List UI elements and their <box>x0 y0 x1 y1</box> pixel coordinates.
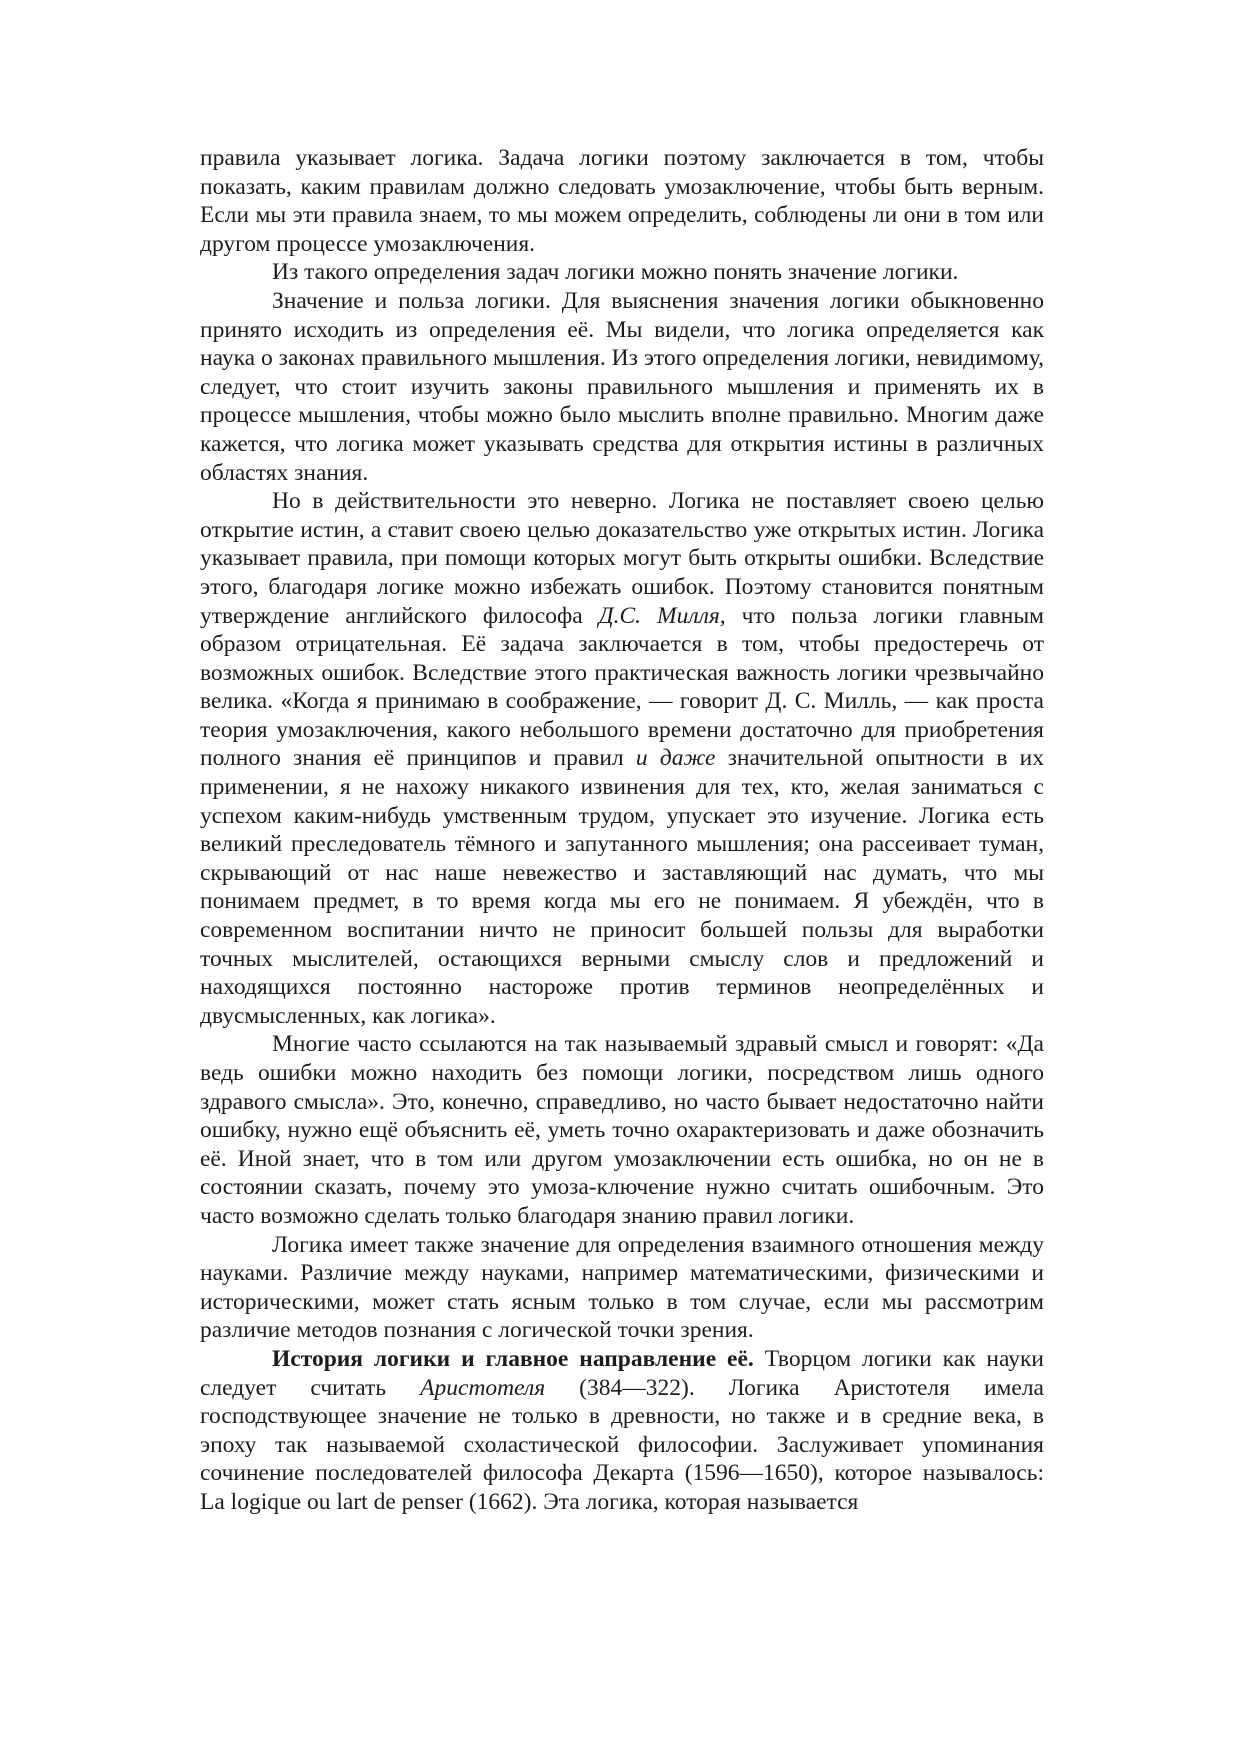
paragraph-6: Логика имеет также значение для определения взаимного отношения между науками. Различие между науками, например математическими, физическими и историческими, может стать ясным только в том случае, если мы рассмотрим различие методов познания с логической точки зрения. <box>200 1231 1044 1344</box>
paragraph-4-text-c: значительной опытности в их применении, я не нахожу никакого извинения для тех, кто, желая заниматься с успехом каким-нибудь умственным трудом, упускает это изучение. Логика есть великий преследователь тёмного и запутанного мышления; она рассеивает туман, скрывающий от нас наше невежество и заставляющий нас думать, что мы понимаем предмет, в то время когда мы его не понимаем. Я убеждён, что в современном воспитании ничто не приносит большей пользы для выработки точных мыслителей, остающихся верными смыслу слов и предложений и находящихся постоянно настороже против терминов неопределённых и двусмысленных, как логика». <box>200 745 1044 1029</box>
paragraph-4-text-a: Но в действительности это неверно. Логика не поставляет своею целью открытие истин, а ставит своею целью доказательство уже открытых истин. Логика указывает правила, при помощи которых могут быть открыты ошибки. Вследствие этого, благодаря логике можно избежать ошибок. Поэтому становится понятным утверждение английского философа <box>200 488 1044 629</box>
paragraph-7-text-b: (384—322). Логика Аристотеля имела господствующее значение не только в древности, но также и в средние века, в эпоху так называемой схоластической философии. Заслуживает упоминания сочинение последователей философа Декарта (1596—1650), которое называлось: La logique ou lart de penser (1662). Эта логика, которая называется <box>200 1374 1044 1515</box>
section-heading: История логики и главное направление её. <box>272 1345 754 1372</box>
paragraph-4-text-b: что польза логики главным образом отрицательная. Её задача заключается в том, чтобы предостеречь от возможных ошибок. Вследствие этого практическая важность логики чрезвычайно велика. «Когда я принимаю в соображение, — говорит Д. С. Милль, — как проста теория умозаключения, какого небольшого времени достаточно для приобретения полного знания её принципов и правил <box>200 602 1045 772</box>
paragraph-5: Многие часто ссылаются на так называемый здравый смысл и говорят: «Да ведь ошибки можно находить без помощи логики, посредством лишь одного здравого смысла». Это, конечно, справедливо, но часто бывает недостаточно найти ошибку, нужно ещё объяснить её, уметь точно охарактеризовать и даже обозначить её. Иной знает, что в том или другом умозаключении есть ошибка, но он не в состоянии сказать, почему это умоза-ключение нужно считать ошибочным. Это часто возможно сделать только благодаря знанию правил логики. <box>200 1031 1044 1229</box>
paragraph-2: Из такого определения задач логики можно понять значение логики. <box>272 259 959 286</box>
author-name-mill: Д.С. Милля, <box>598 602 726 629</box>
paragraph-7-text-a: Творцом логики как науки следует считать <box>200 1345 1044 1401</box>
paragraph-4 <box>200 487 1044 1030</box>
paragraph-3: Значение и польза логики. Для выяснения значения логики обыкновенно принято исходить из определения её. Мы видели, что логика определяется как наука о законах правильного мышления. Из этого определения логики, невидимому, следует, что стоит изучить законы правильного мышления и применять их в процессе мышления, чтобы можно было мыслить вполне правильно. Многим даже кажется, что логика может указывать средства для открытия истины в различных областях знания. <box>200 287 1044 486</box>
paragraph-1: правила указывает логика. Задача логики поэтому заключается в том, чтобы показать, каким правилам должно следовать умозаключение, чтобы быть верным. Если мы эти правила знаем, то мы можем определить, соблюдены ли они в том или другом процессе умозаключения. <box>200 145 1044 257</box>
emphasis-text: и даже <box>635 745 716 772</box>
paragraph-7 <box>200 1345 1044 1517</box>
document-page <box>200 144 1044 1517</box>
author-name-aristotle: Аристотеля <box>420 1374 546 1401</box>
